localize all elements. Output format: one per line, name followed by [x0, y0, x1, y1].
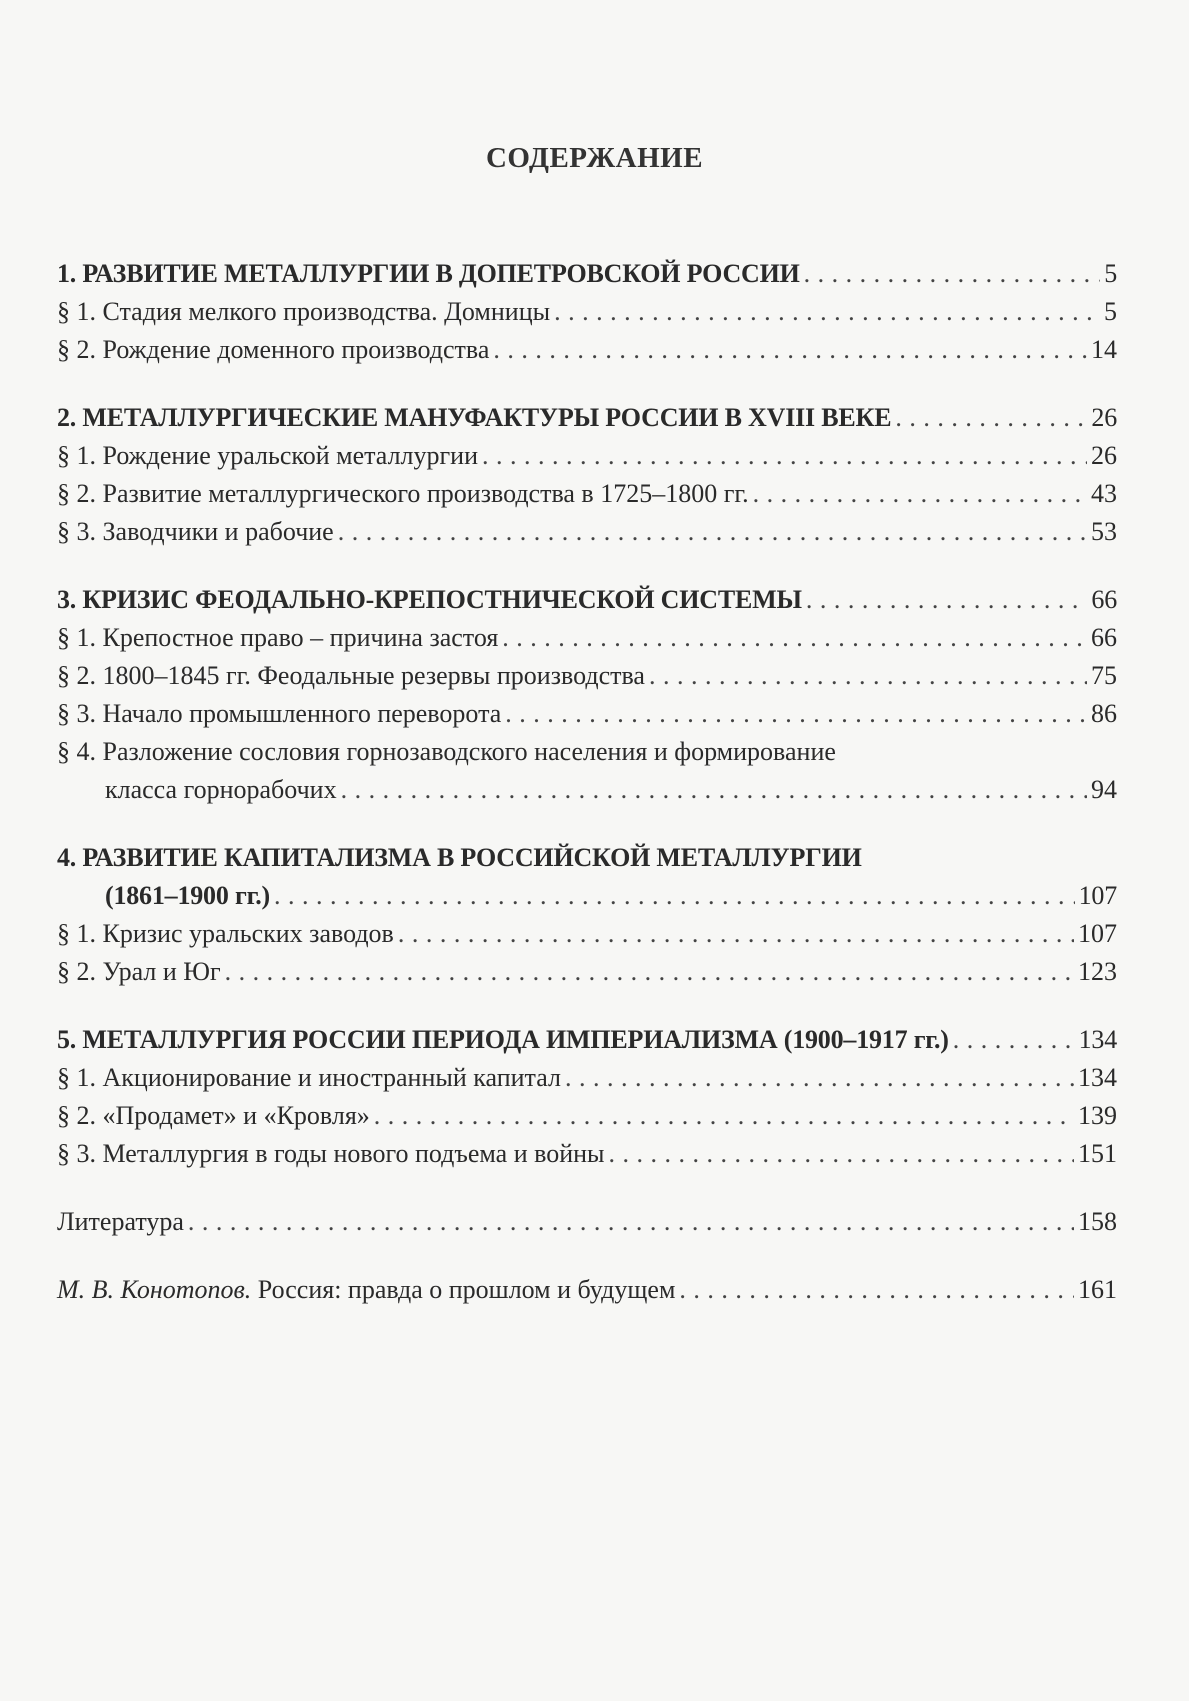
- literature-label: Литература: [57, 1207, 184, 1236]
- chapter-heading[interactable]: [57, 581, 1117, 619]
- entry-label: § 3. Заводчики и рабочие: [57, 517, 334, 546]
- toc-entry[interactable]: [57, 695, 1117, 733]
- page-number: 75: [1091, 661, 1117, 690]
- toc-entry[interactable]: [57, 331, 1117, 369]
- entry-label: § 2. Развитие металлургического производства в 1725–1800 гг.: [57, 479, 749, 508]
- leader-dots: [953, 1021, 1075, 1059]
- page-number: 134: [1078, 1063, 1117, 1092]
- chapter-heading[interactable]: [57, 399, 1117, 437]
- leader-dots: [341, 771, 1087, 809]
- page-number: 66: [1091, 585, 1117, 614]
- leader-dots: [505, 695, 1087, 733]
- chapter-title: 5. МЕТАЛЛУРГИЯ РОССИИ ПЕРИОДА ИМПЕРИАЛИЗМА (1900–1917 гг.): [57, 1025, 949, 1054]
- toc-entry[interactable]: [57, 475, 1117, 513]
- afterword-section: [57, 1271, 1117, 1309]
- leader-dots: [482, 437, 1087, 475]
- chapter-3: [57, 581, 1117, 809]
- page-number: 107: [1078, 919, 1117, 948]
- leader-dots: [398, 915, 1074, 953]
- page-number: 158: [1078, 1207, 1117, 1236]
- entry-label: § 1. Крепостное право – причина застоя: [57, 623, 499, 652]
- entry-label: § 2. «Продамет» и «Кровля»: [57, 1101, 370, 1130]
- entry-label-continuation: класса горнорабочих: [105, 775, 337, 804]
- leader-dots: [554, 293, 1100, 331]
- toc-entry[interactable]: [57, 1059, 1117, 1097]
- leader-dots: [188, 1203, 1074, 1241]
- entry-label: § 3. Металлургия в годы нового подъема и войны: [57, 1139, 605, 1168]
- leader-dots: [806, 581, 1088, 619]
- leader-dots: [565, 1059, 1074, 1097]
- leader-dots: [493, 331, 1087, 369]
- page-number: 94: [1091, 775, 1117, 804]
- toc-entry-continuation[interactable]: [57, 771, 1117, 809]
- entry-label: § 2. 1800–1845 гг. Феодальные резервы производства: [57, 661, 645, 690]
- page-number: 107: [1078, 881, 1117, 910]
- leader-dots: [225, 953, 1074, 991]
- toc-entry[interactable]: [57, 1097, 1117, 1135]
- page-number: 26: [1091, 403, 1117, 432]
- leader-dots: [753, 475, 1087, 513]
- toc-entry[interactable]: [57, 915, 1117, 953]
- chapter-1: [57, 255, 1117, 369]
- toc-entry-first-line[interactable]: [57, 733, 1117, 771]
- entry-label: § 4. Разложение сословия горнозаводского населения и формирование: [57, 737, 836, 766]
- toc-entry[interactable]: [57, 657, 1117, 695]
- chapter-2: [57, 399, 1117, 551]
- chapter-title: 3. КРИЗИС ФЕОДАЛЬНО-КРЕПОСТНИЧЕСКОЙ СИСТЕМЫ: [57, 585, 802, 614]
- page-number: 5: [1104, 259, 1117, 288]
- chapter-heading[interactable]: [57, 255, 1117, 293]
- leader-dots: [649, 657, 1087, 695]
- page-number: 5: [1104, 297, 1117, 326]
- leader-dots: [374, 1097, 1074, 1135]
- page-number: 161: [1078, 1275, 1117, 1304]
- page-number: 134: [1078, 1025, 1117, 1054]
- entry-label: § 3. Начало промышленного переворота: [57, 699, 502, 728]
- toc-entry[interactable]: [57, 953, 1117, 991]
- toc-entry[interactable]: [57, 1135, 1117, 1173]
- chapter-heading[interactable]: [57, 1021, 1117, 1059]
- chapter-title-continuation: (1861–1900 гг.): [105, 881, 270, 910]
- chapter-5: [57, 1021, 1117, 1173]
- afterword-entry[interactable]: [57, 1271, 1117, 1309]
- entry-label: § 1. Акционирование и иностранный капитал: [57, 1063, 561, 1092]
- leader-dots: [804, 255, 1101, 293]
- entry-label: § 1. Стадия мелкого производства. Домницы: [57, 297, 551, 326]
- chapter-title: 4. РАЗВИТИЕ КАПИТАЛИЗМА В РОССИЙСКОЙ МЕТАЛЛУРГИИ: [57, 843, 862, 872]
- toc-entry[interactable]: [57, 619, 1117, 657]
- entry-label: § 1. Кризис уральских заводов: [57, 919, 394, 948]
- entry-label: § 2. Рождение доменного производства: [57, 335, 490, 364]
- page-number: 86: [1091, 699, 1117, 728]
- chapter-4: [57, 839, 1117, 991]
- chapter-heading-first-line[interactable]: [57, 839, 1117, 877]
- page-number: 14: [1091, 335, 1117, 364]
- leader-dots: [895, 399, 1087, 437]
- leader-dots: [679, 1271, 1074, 1309]
- literature-entry[interactable]: [57, 1203, 1117, 1241]
- afterword-author: М. В. Конотопов.: [57, 1275, 252, 1304]
- chapter-heading-continuation[interactable]: [57, 877, 1117, 915]
- page-number: 139: [1078, 1101, 1117, 1130]
- page-number: 123: [1078, 957, 1117, 986]
- leader-dots: [609, 1135, 1074, 1173]
- afterword-label: [57, 1271, 675, 1309]
- chapter-title: 1. РАЗВИТИЕ МЕТАЛЛУРГИИ В ДОПЕТРОВСКОЙ РОССИИ: [57, 259, 800, 288]
- leader-dots: [338, 513, 1087, 551]
- page-title: СОДЕРЖАНИЕ: [485, 142, 704, 174]
- page-number: 151: [1078, 1139, 1117, 1168]
- chapter-title: 2. МЕТАЛЛУРГИЧЕСКИЕ МАНУФАКТУРЫ РОССИИ В XVIII ВЕКЕ: [57, 403, 892, 432]
- table-of-contents: [57, 255, 1117, 1339]
- toc-entry[interactable]: [57, 513, 1117, 551]
- leader-dots: [502, 619, 1087, 657]
- entry-label: § 2. Урал и Юг: [57, 957, 221, 986]
- literature-section: [57, 1203, 1117, 1241]
- entry-label: § 1. Рождение уральской металлургии: [57, 441, 479, 470]
- toc-entry[interactable]: [57, 293, 1117, 331]
- toc-entry[interactable]: [57, 437, 1117, 475]
- page-number: 53: [1091, 517, 1117, 546]
- afterword-title: Россия: правда о прошлом и будущем: [251, 1275, 676, 1304]
- page-number: 66: [1091, 623, 1117, 652]
- leader-dots: [274, 877, 1075, 915]
- page-number: 43: [1091, 479, 1117, 508]
- page-number: 26: [1091, 441, 1117, 470]
